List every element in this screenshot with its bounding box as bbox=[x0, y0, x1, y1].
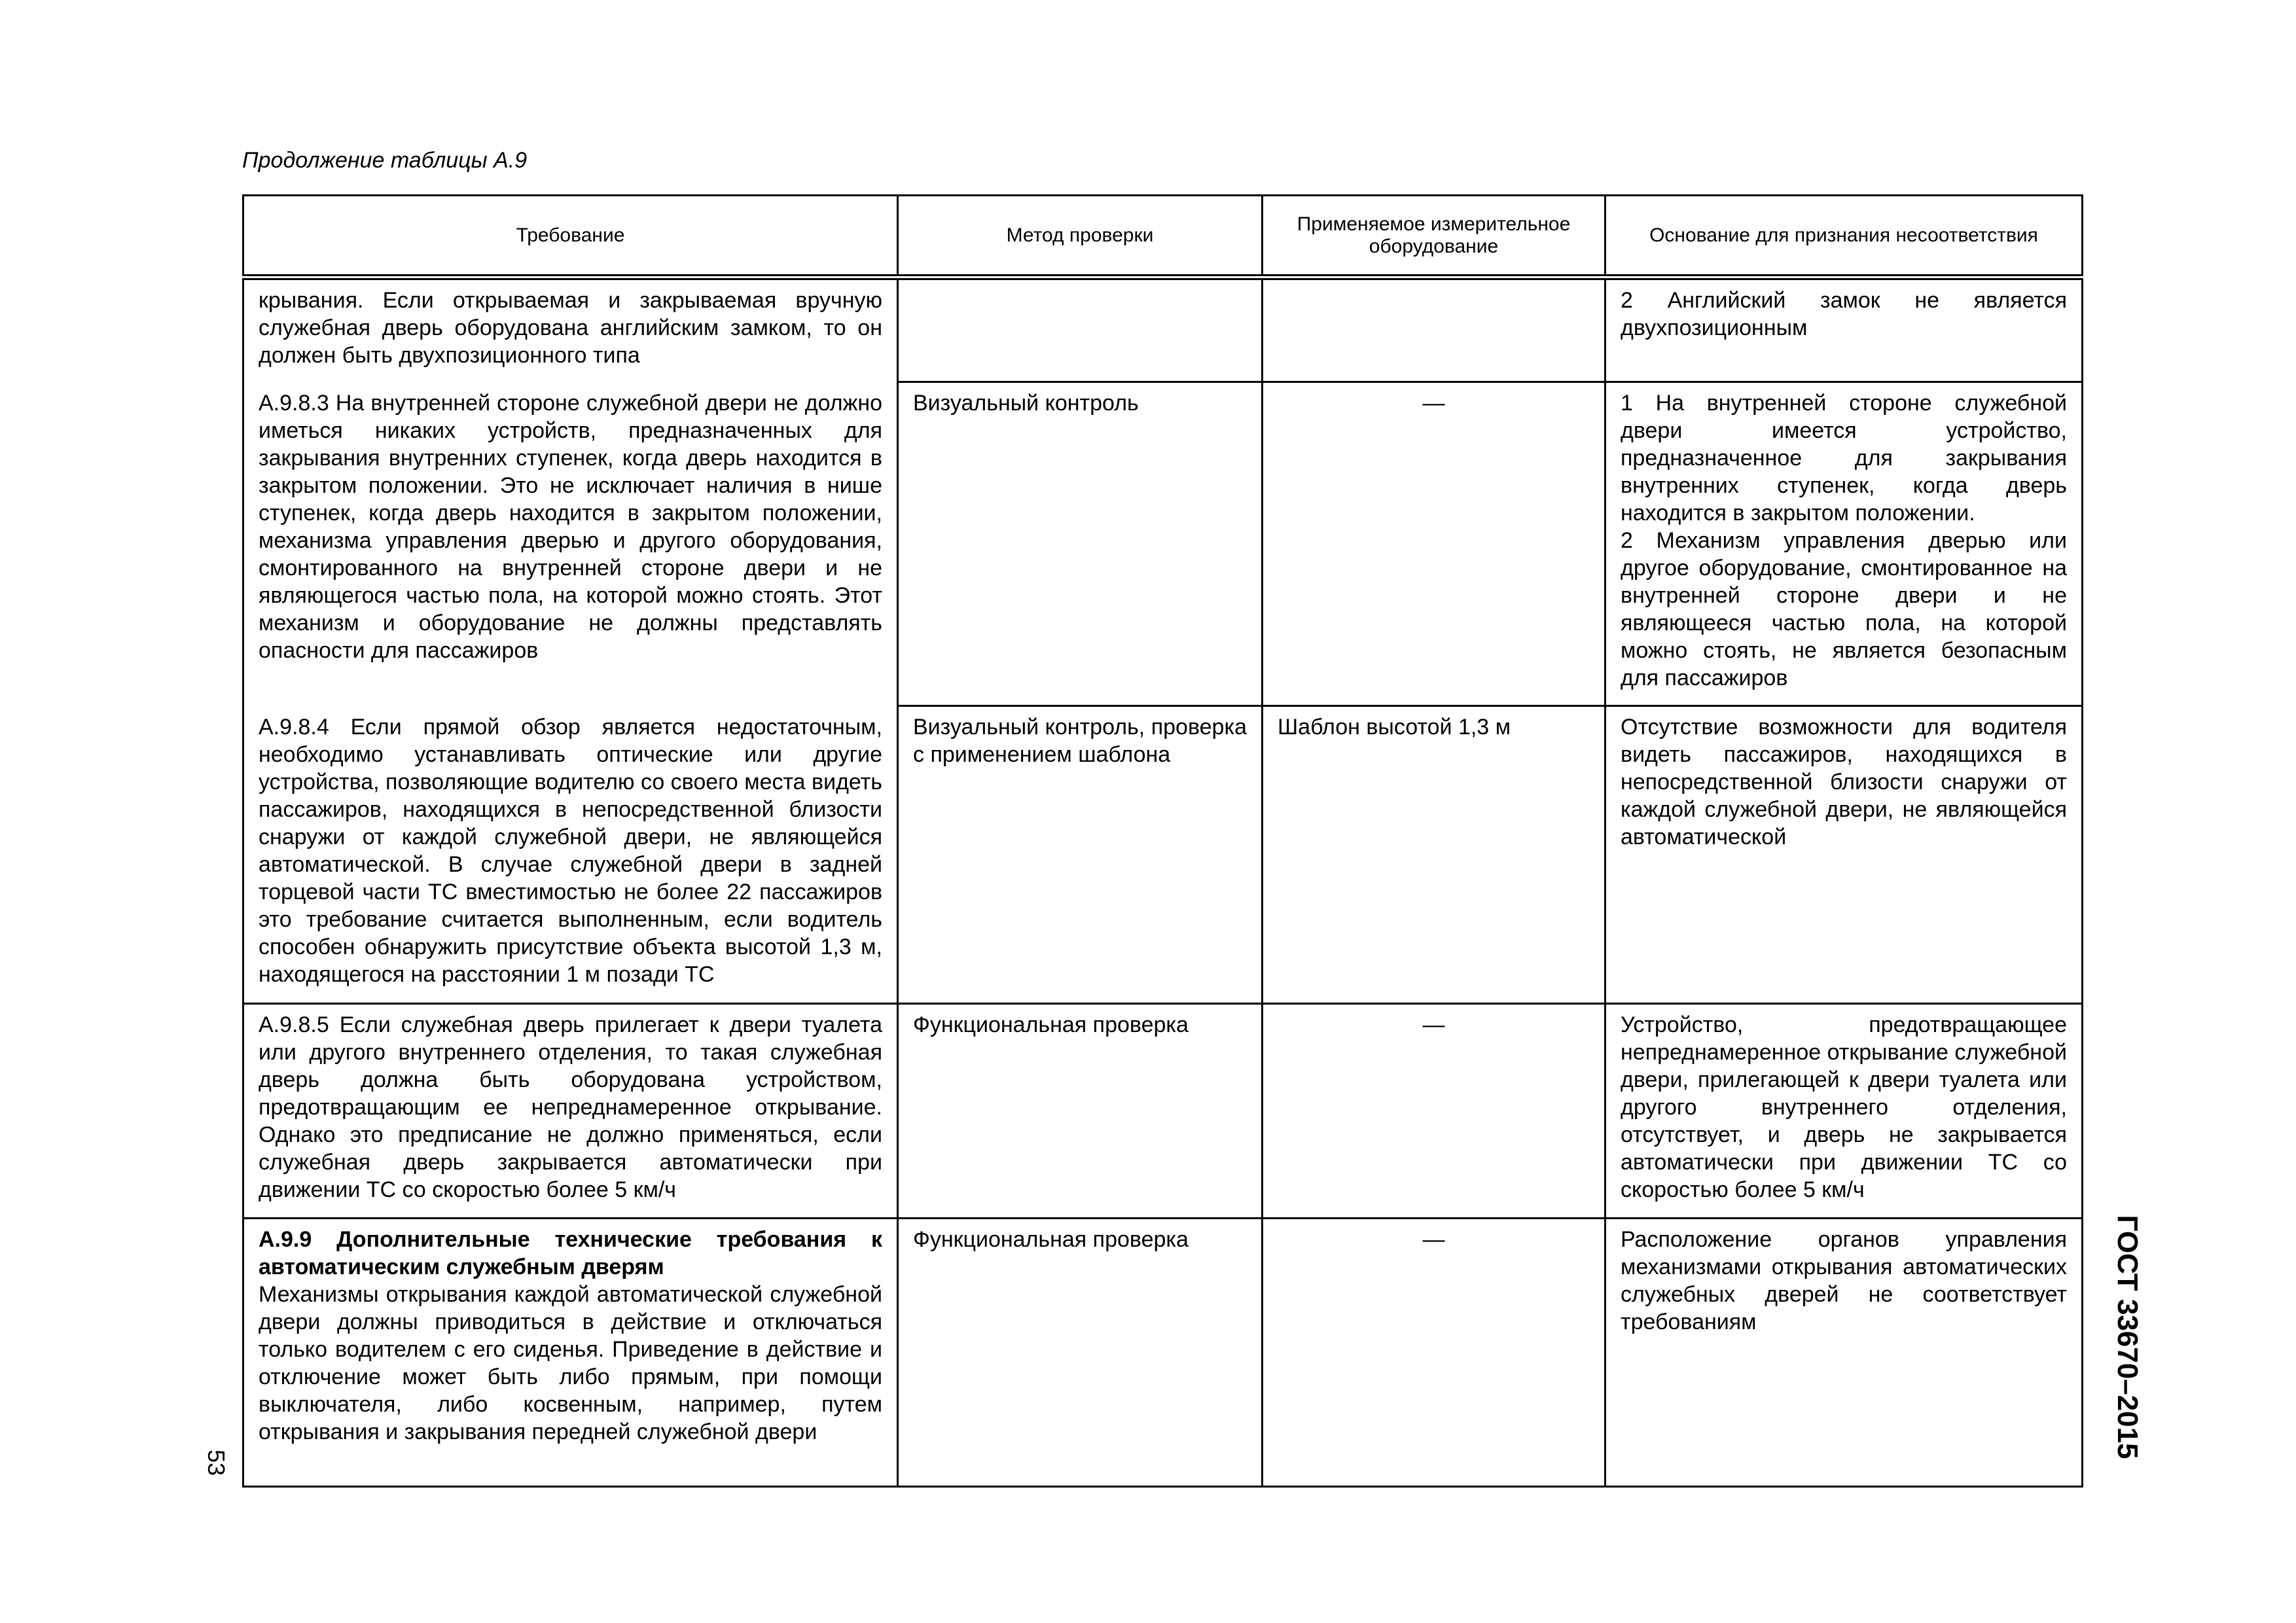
table-row bbox=[243, 1219, 2083, 1487]
cell-basis: 2 Английский замок не является двухпозиционным bbox=[1605, 277, 2083, 382]
header-equipment: Применяемое измерительное оборудование bbox=[1263, 196, 1605, 277]
cell-requirement: А.9.8.3 На внутренней стороне служебной двери не должно иметься никаких устройств, предназначенных для закрывания внутренних ступенек, когда дверь находится в закрытом положении. Это не исключает наличия в нише ступенек, когда дверь находится в закрытом положении, механизма управления дверью и другого оборудования, смонтированного на внутренней стороне двери и не являющегося частью пола, на которой можно стоять. Этот механизм и оборудование не должны представлять опасности для пассажиров bbox=[243, 382, 898, 706]
cell-requirement: А.9.8.4 Если прямой обзор является недостаточным, необходимо устанавливать оптические или другие устройства, позволяющие водителю со своего места видеть пассажиров, находящихся в непосредственной близости снаружи от каждой служебной двери, не являющейся автоматической. В случае служебной двери в задней торцевой части ТС вместимостью не более 22 пассажиров это требование считается выполненным, если водитель способен обнаружить присутствие объекта высотой 1,3 м, находящегося на расстоянии 1 м позади ТС bbox=[243, 706, 898, 1004]
page-number: 53 bbox=[203, 1449, 230, 1476]
requirements-table bbox=[242, 194, 2083, 1488]
cell-requirement bbox=[243, 1219, 898, 1487]
cell-basis: Отсутствие возможности для водителя видеть пассажиров, находящихся в непосредственной близости снаружи от каждой служебной двери, не являющейся автоматической bbox=[1605, 706, 2083, 1004]
cell-basis bbox=[1605, 382, 2083, 706]
cell-basis: Устройство, предотвращающее непреднамеренное открывание служебной двери, прилегающей к двери туалета или другого внутреннего отделения, отсутствует, и дверь не закрывается автоматически при движении ТС со скоростью более 5 км/ч bbox=[1605, 1004, 2083, 1219]
table-row bbox=[243, 382, 2083, 706]
header-basis: Основание для признания несоответствия bbox=[1605, 196, 2083, 277]
cell-method: Визуальный контроль, проверка с применением шаблона bbox=[898, 706, 1263, 1004]
cell-method: Функциональная проверка bbox=[898, 1219, 1263, 1487]
cell-method: Функциональная проверка bbox=[898, 1004, 1263, 1219]
cell-equipment: — bbox=[1263, 1219, 1605, 1487]
cell-equipment: — bbox=[1263, 382, 1605, 706]
cell-equipment bbox=[1263, 277, 1605, 382]
table-header-row bbox=[243, 196, 2083, 277]
section-text: Механизмы открывания каждой автоматической служебной двери должны приводиться в действие и отключаться только водителем с его сиденья. Приведение в действие и отключение может быть либо прямым, при помощи выключателя, либо косвенным, например, путем открывания и закрывания передней служебной двери bbox=[259, 1282, 882, 1444]
header-requirement: Требование bbox=[243, 196, 898, 277]
cell-equipment: Шаблон высотой 1,3 м bbox=[1263, 706, 1605, 1004]
basis-item: 2 Механизм управления дверью или другое оборудование, смонтированное на внутренней стороне двери и не являющееся частью пола, на которой можно стоять, не является безопасным для пассажиров bbox=[1621, 528, 2067, 690]
section-title: А.9.9 Дополнительные технические требования к автоматическим служебным дверям bbox=[259, 1227, 882, 1279]
table-row bbox=[243, 1004, 2083, 1219]
cell-basis: Расположение органов управления механизмами открывания автоматических служебных дверей не соответствует требованиям bbox=[1605, 1219, 2083, 1487]
cell-method bbox=[898, 277, 1263, 382]
header-method: Метод проверки bbox=[898, 196, 1263, 277]
table-row bbox=[243, 706, 2083, 1004]
cell-requirement: А.9.8.5 Если служебная дверь прилегает к двери туалета или другого внутреннего отделения, то такая служебная дверь должна быть оборудована устройством, предотвращающим ее непреднамеренное открывание. Однако это предписание не должно применяться, если служебная дверь закрывается автоматически при движении ТС со скоростью более 5 км/ч bbox=[243, 1004, 898, 1219]
cell-method: Визуальный контроль bbox=[898, 382, 1263, 706]
cell-requirement: крывания. Если открываемая и закрываемая вручную служебная дверь оборудована английским замком, то он должен быть двухпозиционного типа bbox=[243, 277, 898, 382]
table-row bbox=[243, 277, 2083, 382]
basis-item: 1 На внутренней стороне служебной двери имеется устройство, предназначенное для закрывания внутренних ступенек, когда дверь находится в закрытом положении. bbox=[1621, 391, 2067, 526]
standard-designation: ГОСТ 33670–2015 bbox=[2111, 1215, 2144, 1459]
cell-equipment: — bbox=[1263, 1004, 1605, 1219]
table-caption: Продолжение таблицы А.9 bbox=[242, 148, 528, 173]
